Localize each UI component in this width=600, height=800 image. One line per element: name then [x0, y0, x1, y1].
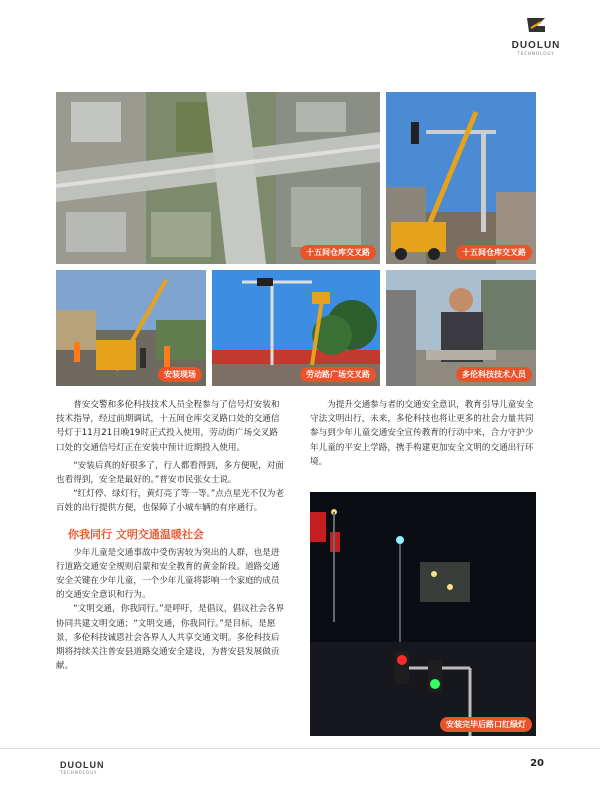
- page-number: 20: [530, 758, 544, 769]
- section-heading: 你我同行 文明交通温暖社会: [68, 527, 204, 541]
- crane-caption: 十五间仓库交叉路: [456, 245, 532, 260]
- section-paragraph-2: “文明交通，你我同行。”是呼吁，是倡议，倡议社会各界协同共建文明交通；“文明交通，你我同行。”是目标，是愿景，多伦科技诚恩社会各界人人共享交通文明。多伦科技后期将持续关注普安县道路交通安全建设，为普安县发展做贡献。: [56, 604, 285, 672]
- laodong-photo: [212, 270, 380, 386]
- aerial-caption: 十五间仓库交叉路: [300, 245, 376, 260]
- left-paragraph-3: “红灯停、绿灯行，黄灯亮了等一等。”点点星光不仅为老百姓的出行提供方便，也保障了小城车辆的有序通行。: [56, 489, 285, 514]
- crane-photo: [386, 92, 536, 264]
- night-photo: [310, 492, 536, 736]
- right-paragraph-1: 为提升交通参与者的交通安全意识，教育引导儿童安全守法文明出行，未来，多伦科技也将让更多的社会力量共同参与到少年儿童交通安全宣传教育的行动中来，合力守护少年儿童的平安上学路，携手构建更加安全文明的交通出行环境。: [310, 400, 534, 467]
- article-right-column: [310, 398, 542, 469]
- brand-logo-top: [506, 14, 566, 64]
- worker-caption: 多伦科技技术人员: [456, 367, 532, 382]
- aerial-photo: [56, 92, 380, 264]
- worker-photo: [386, 270, 536, 386]
- night-caption: 安装完毕后路口红绿灯: [440, 717, 532, 732]
- laodong-caption: 劳动路广场交叉路: [300, 367, 376, 382]
- footer-brand-name: DUOLUN: [60, 760, 105, 770]
- site-caption: 安装现场: [158, 367, 202, 382]
- footer-divider: [0, 748, 600, 749]
- brand-tagline: TECHNOLOGY: [517, 51, 555, 56]
- brand-logo-bottom: [60, 760, 105, 775]
- left-paragraph-1: 普安交警和多伦科技技术人员全程参与了信号灯安装和技术指导，经过前期调试，十五间仓库交叉路口处的交通信号灯于11月21日晚19时正式投入使用，劳动街广场交叉路口处的交通信号灯正在安装中预计近期投入使用。: [56, 400, 280, 453]
- footer-brand-tagline: TECHNOLOGY: [60, 770, 98, 775]
- site-photo: [56, 270, 206, 386]
- brand-mark-icon: [525, 14, 547, 36]
- left-paragraph-2: “安装后真的好很多了，行人都看得到，多方便呢，对面也看得到，安全是最好的。”普安市民张女士说。: [56, 460, 284, 486]
- section-paragraph-1: 少年儿童是交通事故中受伤害较为突出的人群，也是进行道路交通安全规则启蒙和安全教育的黄金阶段。道路交通安全关键在少年儿童，一个少年儿童将影响一个家庭的成员的交通安全意识和行为。: [56, 547, 280, 601]
- article-left-column: [56, 398, 286, 673]
- brand-name: DUOLUN: [511, 40, 561, 51]
